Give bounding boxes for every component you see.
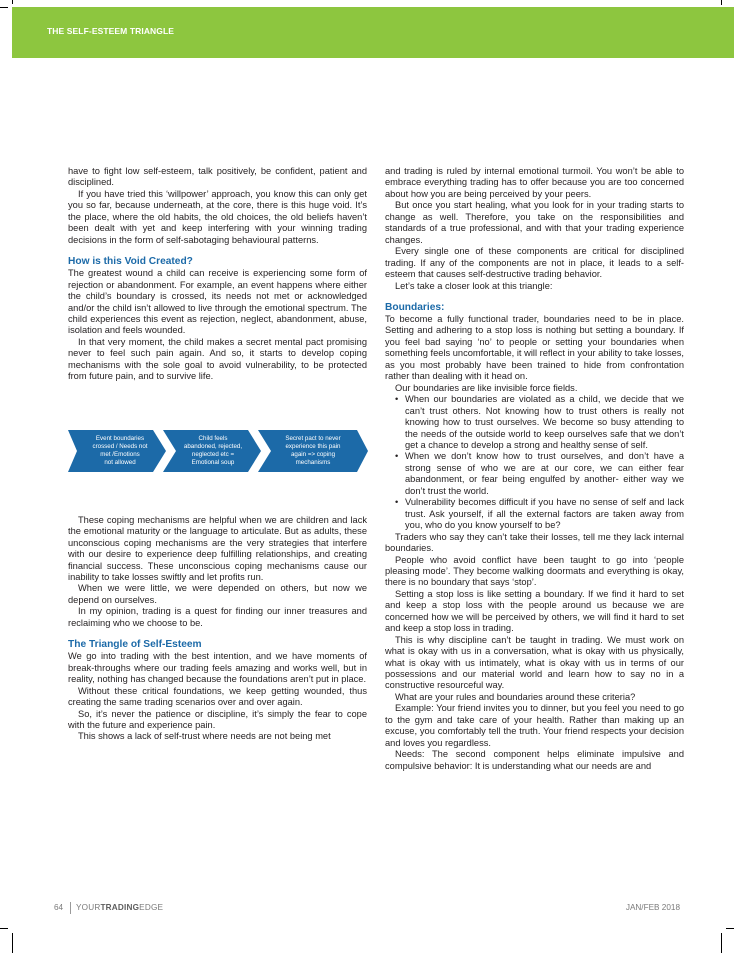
crop-mark xyxy=(726,928,734,929)
paragraph: This is why discipline can’t be taught in trading. We must work on what is okay with us in a conversation, what is okay with us physically, what is okay with us intimately, what is okay with us in terms of our possessions and our material world and learn how to say no in a constructive resourceful way. xyxy=(385,634,684,691)
paragraph: But once you start healing, what you look for in your trading starts to change as well. Therefore, you take on the responsibilities and standards of a true professional, and with that your trading experience changes. xyxy=(385,200,684,245)
bullet-list xyxy=(385,394,684,531)
left-column xyxy=(68,166,367,743)
section-title: THE SELF-ESTEEM TRIANGLE xyxy=(47,26,175,36)
paragraph: This shows a lack of self-trust where needs are not being met xyxy=(78,731,331,742)
flow-step-3-line: mechanisms xyxy=(295,458,331,466)
flow-step-1-line: Event boundaries xyxy=(95,434,145,442)
paragraph: Without these critical foundations, we keep getting wounded, thus creating the same trading scenarios over and over again. xyxy=(68,685,367,708)
crop-mark xyxy=(0,928,8,929)
paragraph: To become a fully functional trader, boundaries need to be in place. Setting and adhering to a stop loss is nothing but setting a boundary. If you feel bad saying ‘no’ to people or setting your boundaries when something feels uncomfortable, it will reflect in your ability to take losses, as you most probably have been trained to hide from confrontation rather than dealing with it head on. xyxy=(385,313,684,382)
flow-step-1-line: crossed / Needs not xyxy=(92,442,148,450)
paragraph: So, it’s never the patience or discipline, it’s simply the fear to cope with the future and experience pain. xyxy=(68,708,367,730)
paragraph: People who avoid conflict have been taught to go into ‘people pleasing mode’. They become walking doormats and everything is okay, there is no boundary that says ‘stop’. xyxy=(385,554,684,588)
paragraph: In that very moment, the child makes a secret mental pact promising never to feel such pain again. And so, it starts to develop coping mechanisms with the sole goal to avoid vulnerability, to be protected from future pain, and to survive life. xyxy=(68,336,367,382)
issue-date: JAN/FEB 2018 xyxy=(625,903,680,912)
list-item: • When our boundaries are violated as a child, we decide that we can’t trust others. Not knowing how to trust others is really not knowing how to trust ourselves. We become so busy attending to the needs of the outside world to keep ourselves safe that we don’t get a chance to develop a strong and healthy sense of self. xyxy=(385,394,684,451)
paragraph: If you have tried this ‘willpower’ approach, you know this can only get you so far, because underneath, at the core, there is this huge void. It’s the place, where the old habits, the old choices, the old beliefs haven’t been dealt with yet and keep interfering with your winning trading decisions in the form of self-sabotaging behavioural patterns. xyxy=(68,188,367,245)
flow-step-1-line: not allowed xyxy=(104,458,136,466)
paragraph: What are your rules and boundaries around these criteria? xyxy=(395,691,636,702)
subheading-boundaries: Boundaries: xyxy=(385,301,445,313)
flow-step-1-line: met /Emotions xyxy=(100,450,140,458)
crop-mark xyxy=(12,0,13,4)
paragraph: Let’s take a closer look at this triangle: xyxy=(395,280,553,291)
paragraph: The greatest wound a child can receive is experiencing some form of rejection or abandonment. For example, an event happens where either the child’s boundary is crossed, its needs not met or acknowledged and/or the child isn’t allowed to live through the emotional spectrum. The child experiences this event as rejection, neglect, abandonment, abuse, isolation and feels wounded. xyxy=(68,268,367,336)
page-footer xyxy=(54,903,680,917)
paragraph: and trading is ruled by internal emotional turmoil. You won’t be able to embrace everything trading has to offer because you are too concerned about how you are being perceived by your peers. xyxy=(385,166,684,199)
paragraph: These coping mechanisms are helpful when we are children and lack the emotional maturity or the language to articulate. But as adults, these unconscious coping mechanisms are the very strategies that interfere with our desire to experience deep fulfilling relationships, and creating financial success. These unconscious coping mechanisms cause our inability to take losses swiftly and let profits run. xyxy=(68,514,367,582)
footer-divider xyxy=(70,902,71,914)
header-band xyxy=(12,7,734,58)
paragraph: When we were little, we were depended on others, but now we depend on ourselves. xyxy=(68,583,367,605)
paragraph: Needs: The second component helps eliminate impulsive and compulsive behavior: It is understanding what our needs are and xyxy=(385,749,684,771)
paragraph: Setting a stop loss is like setting a boundary. If we find it hard to set and keep a stop loss with the people around us because we are concerned how we will be perceived by others, we will find it hard to set and keep a stop loss in trading. xyxy=(385,588,684,634)
crop-mark xyxy=(0,7,8,8)
subheading-void: How is this Void Created? xyxy=(68,256,193,268)
crop-mark xyxy=(12,933,13,953)
subheading-triangle: The Triangle of Self-Esteem xyxy=(68,639,202,651)
list-item: • When we don’t know how to trust ourselves, and don’t have a strong sense of who we are at our core, we can either fear abandonment, or fear being engulfed by another- either way we don’t trust the world. xyxy=(385,451,684,497)
brand-mid: TRADING xyxy=(100,903,140,912)
paragraph: We go into trading with the best intention, and we have moments of break-throughs where our trading feels amazing and works well, but in reality, nothing has changed because the foundations aren’t put in place. xyxy=(68,651,367,685)
flow-step-2-line: Emotional soup xyxy=(191,458,235,466)
paragraph: Traders who say they can’t take their losses, tell me they lack internal boundaries. xyxy=(385,531,684,554)
process-flow-diagram xyxy=(68,430,368,472)
right-column xyxy=(385,166,684,772)
paragraph: Every single one of these components are critical for disciplined trading. If any of the components are not in place, it leads to a self-esteem that causes self-destructive trading behavior. xyxy=(385,246,684,280)
flow-step-3-line: experience this pain xyxy=(285,442,341,450)
list-item: • Vulnerability becomes difficult if you have no sense of self and lack trust. Ask yourself, if all the external factors are taken away from you, who do you know yourself to be? xyxy=(385,497,684,531)
flow-step-2-line: neglected etc = xyxy=(191,450,235,458)
magazine-brand xyxy=(76,903,163,912)
crop-mark xyxy=(721,0,722,5)
brand-suffix: EDGE xyxy=(139,903,164,912)
paragraph: have to fight low self-esteem, talk positively, be confident, patient and disciplined. xyxy=(68,166,367,188)
paragraph: In my opinion, trading is a quest for finding our inner treasures and reclaiming who we choose to be. xyxy=(68,606,367,628)
flow-step-2-line: Child feels xyxy=(198,434,228,442)
page-number: 64 xyxy=(54,903,64,912)
crop-mark xyxy=(721,933,722,953)
paragraph: Example: Your friend invites you to dinner, but you feel you need to go to the gym and take care of your health. Rather than making up an excuse, you comfortably tell the truth. Your friend respects your decision and loves you regardless. xyxy=(385,703,684,748)
paragraph: Our boundaries are like invisible force fields. xyxy=(395,382,578,393)
flow-step-2-line: abandoned, rejected, xyxy=(183,442,243,450)
brand-prefix: YOUR xyxy=(76,903,101,912)
flow-step-3-line: again => coping xyxy=(290,450,336,458)
flow-step-3-line: Secret pact to never xyxy=(285,434,341,442)
